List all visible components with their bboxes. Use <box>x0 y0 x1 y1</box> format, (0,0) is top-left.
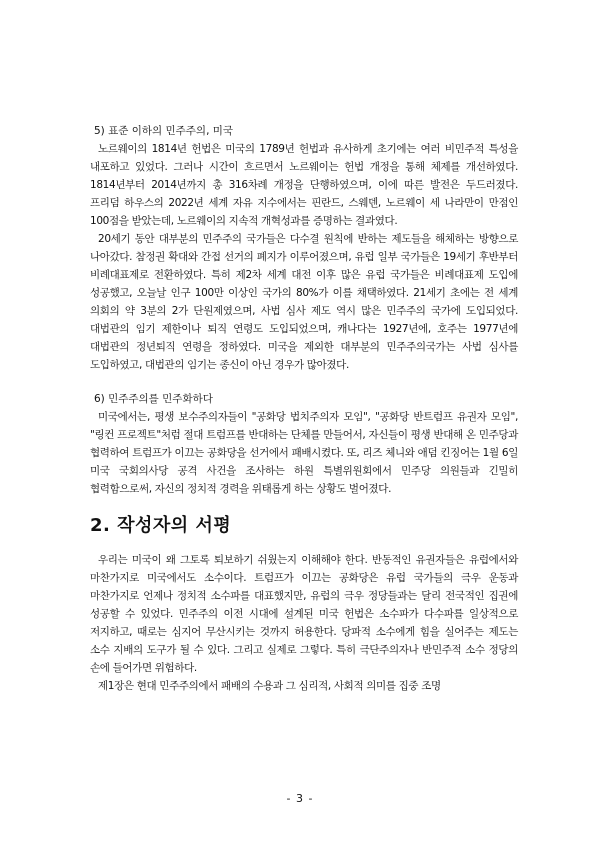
page-body <box>90 122 518 695</box>
paragraph: 우리는 미국이 왜 그토록 퇴보하기 쉬웠는지 이해해야 한다. 반동적인 유권자들은 유럽에서와 마찬가지로 미국에서도 소수이다. 트럼프가 이끄는 공화당은 유럽 국가들의 극우 운동과 마찬가지로 언제나 정치적 소수파를 대표했지만, 유럽의 극우 정당들과는 달리 전국적인 집권에 성공할 수 있었다. 민주주의 이전 시대에 설계된 미국 헌법은 소수파가 다수파를 일상적으로 저지하고, 때로는 심지어 무산시키는 것까지 허용한다. 당파적 소수에게 힘을 실어주는 제도는 소수 지배의 도구가 될 수 있다. 그리고 실제로 그렇다. 특히 극단주의자나 반민주적 소수 정당의 손에 들어가면 위험하다. <box>90 554 518 674</box>
paragraph: 미국에서는, 평생 보수주의자들이 "공화당 법치주의자 모임", "공화당 반트럼프 유권자 모임", "링컨 프로젝트"처럼 절대 트럼프를 반대하는 단체를 만들어서, 자신들이 평생 반대해 온 민주당과 협력하여 트럼프가 이끄는 공화당을 선거에서 패배시켰다. 또, 리즈 체니와 애덤 킨징어는 1월 6일 미국 국회의사당 공격 사건을 조사하는 하원 특별위원회에서 민주당 의원들과 긴밀히 협력함으로써, 자신의 정치적 경력을 위태롭게 하는 상황도 벌어졌다. <box>90 411 518 495</box>
paragraph: 노르웨이의 1814년 헌법은 미국의 1789년 헌법과 유사하게 초기에는 여러 비민주적 특성을 내포하고 있었다. 그러나 시간이 흐르면서 노르웨이는 헌법 개정을 통해 체제를 개선하였다. 1814년부터 2014년까지 총 316차례 개정을 단행하였으며, 이에 따른 발전은 두드러졌다. 프리덤 하우스의 2022년 세계 자유 지수에서는 핀란드, 스웨덴, 노르웨이 세 나라만이 만점인 100점을 받았는데, 노르웨이의 지속적 개혁성과를 증명하는 결과였다. <box>90 143 518 227</box>
section-6-body <box>90 408 518 498</box>
section-5-subheading: 5) 표준 이하의 민주주의, 미국 <box>94 125 234 137</box>
section-5-body <box>90 140 518 374</box>
paragraph: 제1장은 현대 민주주의에서 패배의 수용과 그 심리적, 사회적 의미를 집중 조명 <box>98 680 441 692</box>
paragraph: 20세기 동안 대부분의 민주주의 국가들은 다수결 원칙에 반하는 제도들을 해체하는 방향으로 나아갔다. 참정권 확대와 간접 선거의 폐지가 이루어졌으며, 유럽 일부 국가들은 19세기 후반부터 비례대표제로 전환하였다. 특히 제2차 세계 대전 이후 많은 유럽 국가들은 비례대표제 도입에 성공했고, 오늘날 인구 100만 이상인 국가의 80%가 이를 채택하였다. 21세기 초에는 전 세계 의회의 약 3분의 2가 단원제였으며, 사법 심사 제도 역시 많은 민주주의 국가에 도입되었다. 대법관의 임기 제한이나 퇴직 연령도 도입되었으며, 캐나다는 1927년에, 호주는 1977년에 대법관의 정년퇴직 연령을 정하였다. 미국을 제외한 대부분의 민주주의국가는 사법 심사를 도입하였고, 대법관의 임기는 종신이 아닌 경우가 많아졌다. <box>90 233 518 371</box>
page-number: - 3 - <box>286 792 314 805</box>
section-2-body <box>90 551 518 695</box>
section-2-heading: 2. 작성자의 서평 <box>90 515 232 536</box>
section-6-subheading: 6) 민주주의를 민주화하다 <box>94 393 213 405</box>
